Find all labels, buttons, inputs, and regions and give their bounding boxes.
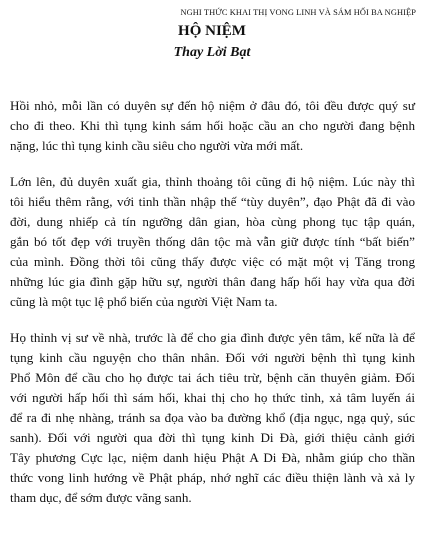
text-line: của mình. Đồng thời tôi cũng thấy được việc có mặt một vị Tăng trong bbox=[10, 254, 415, 269]
text-line: thức vong linh hướng về Phật pháp, nhớ nghĩ các điều thiện lành và xả ly bbox=[10, 470, 415, 485]
text-line: với người hấp hối thì sám hối, khai thị cho họ thức tỉnh, xả tâm luyến ái bbox=[10, 390, 415, 405]
text-line: Phổ Môn để cầu cho họ được tai ách tiêu trừ, bệnh căn thuyên giảm. Đối bbox=[10, 370, 415, 385]
text-line: cho đi theo. Khi thì tụng kinh sám hối hoặc cầu an cho người đang bệnh bbox=[10, 118, 415, 133]
text-line: Tây phương Cực lạc, niệm danh hiệu Phật A Di Đà, nhằm giúp cho thần bbox=[10, 450, 415, 465]
paragraph-1 bbox=[10, 96, 415, 156]
text-line: Lớn lên, đủ duyên xuất gia, thỉnh thoảng tôi cũng đi hộ niệm. Lúc này thì bbox=[10, 174, 415, 189]
text-line: tôi hiểu thêm rằng, với tinh thần nhập thế “tùy duyên”, đạo Phật đã đi vào bbox=[10, 194, 415, 209]
body-text bbox=[10, 96, 415, 524]
text-line: Họ thỉnh vị sư về nhà, trước là để cho gia đình được yên tâm, kế nữa là để bbox=[10, 330, 415, 345]
text-line: Hồi nhỏ, mỗi lần có duyên sự đến hộ niệm ở đâu đó, tôi đều được quý sư bbox=[10, 98, 415, 113]
paragraph-2 bbox=[10, 172, 415, 312]
paragraph-3 bbox=[10, 328, 415, 508]
text-line: tham dục, để sớm được vãng sanh. bbox=[10, 490, 192, 505]
text-line: nặng, lúc thì tụng kinh cầu siêu cho người vừa mới mất. bbox=[10, 138, 304, 153]
running-header: NGHI THỨC KHAI THỊ VONG LINH VÀ SÁM HỐI BA NGHIỆP bbox=[180, 8, 416, 17]
page-title: HỘ NIỆM bbox=[178, 23, 246, 39]
text-line: tụng kinh cầu nguyện cho thân nhân. Đối với người bệnh thì tụng kinh bbox=[10, 350, 415, 365]
text-line: những lúc gia đình gặp hữu sự, người thân đang hấp hối hay vừa qua đời bbox=[10, 274, 415, 289]
text-line: để ra đi nhẹ nhàng, tránh sa đọa vào ba đường khổ (địa ngục, ngạ quỷ, súc bbox=[10, 410, 415, 425]
text-line: cũng là một tục lệ phổ biến của người Việt Nam ta. bbox=[10, 294, 278, 309]
text-line: đời, dung nhiếp cả tín ngưỡng dân gian, hòa cùng phong tục tập quán, bbox=[10, 214, 415, 229]
page-subtitle: Thay Lời Bạt bbox=[173, 45, 251, 60]
text-line: sanh). Đối với người qua đời thì tụng kinh Di Đà, giới thiệu cảnh giới bbox=[10, 430, 415, 445]
text-line: gắn bó tốt đẹp với truyền thống dân tộc mà vẫn giữ được tính “bất biến” bbox=[10, 234, 415, 249]
